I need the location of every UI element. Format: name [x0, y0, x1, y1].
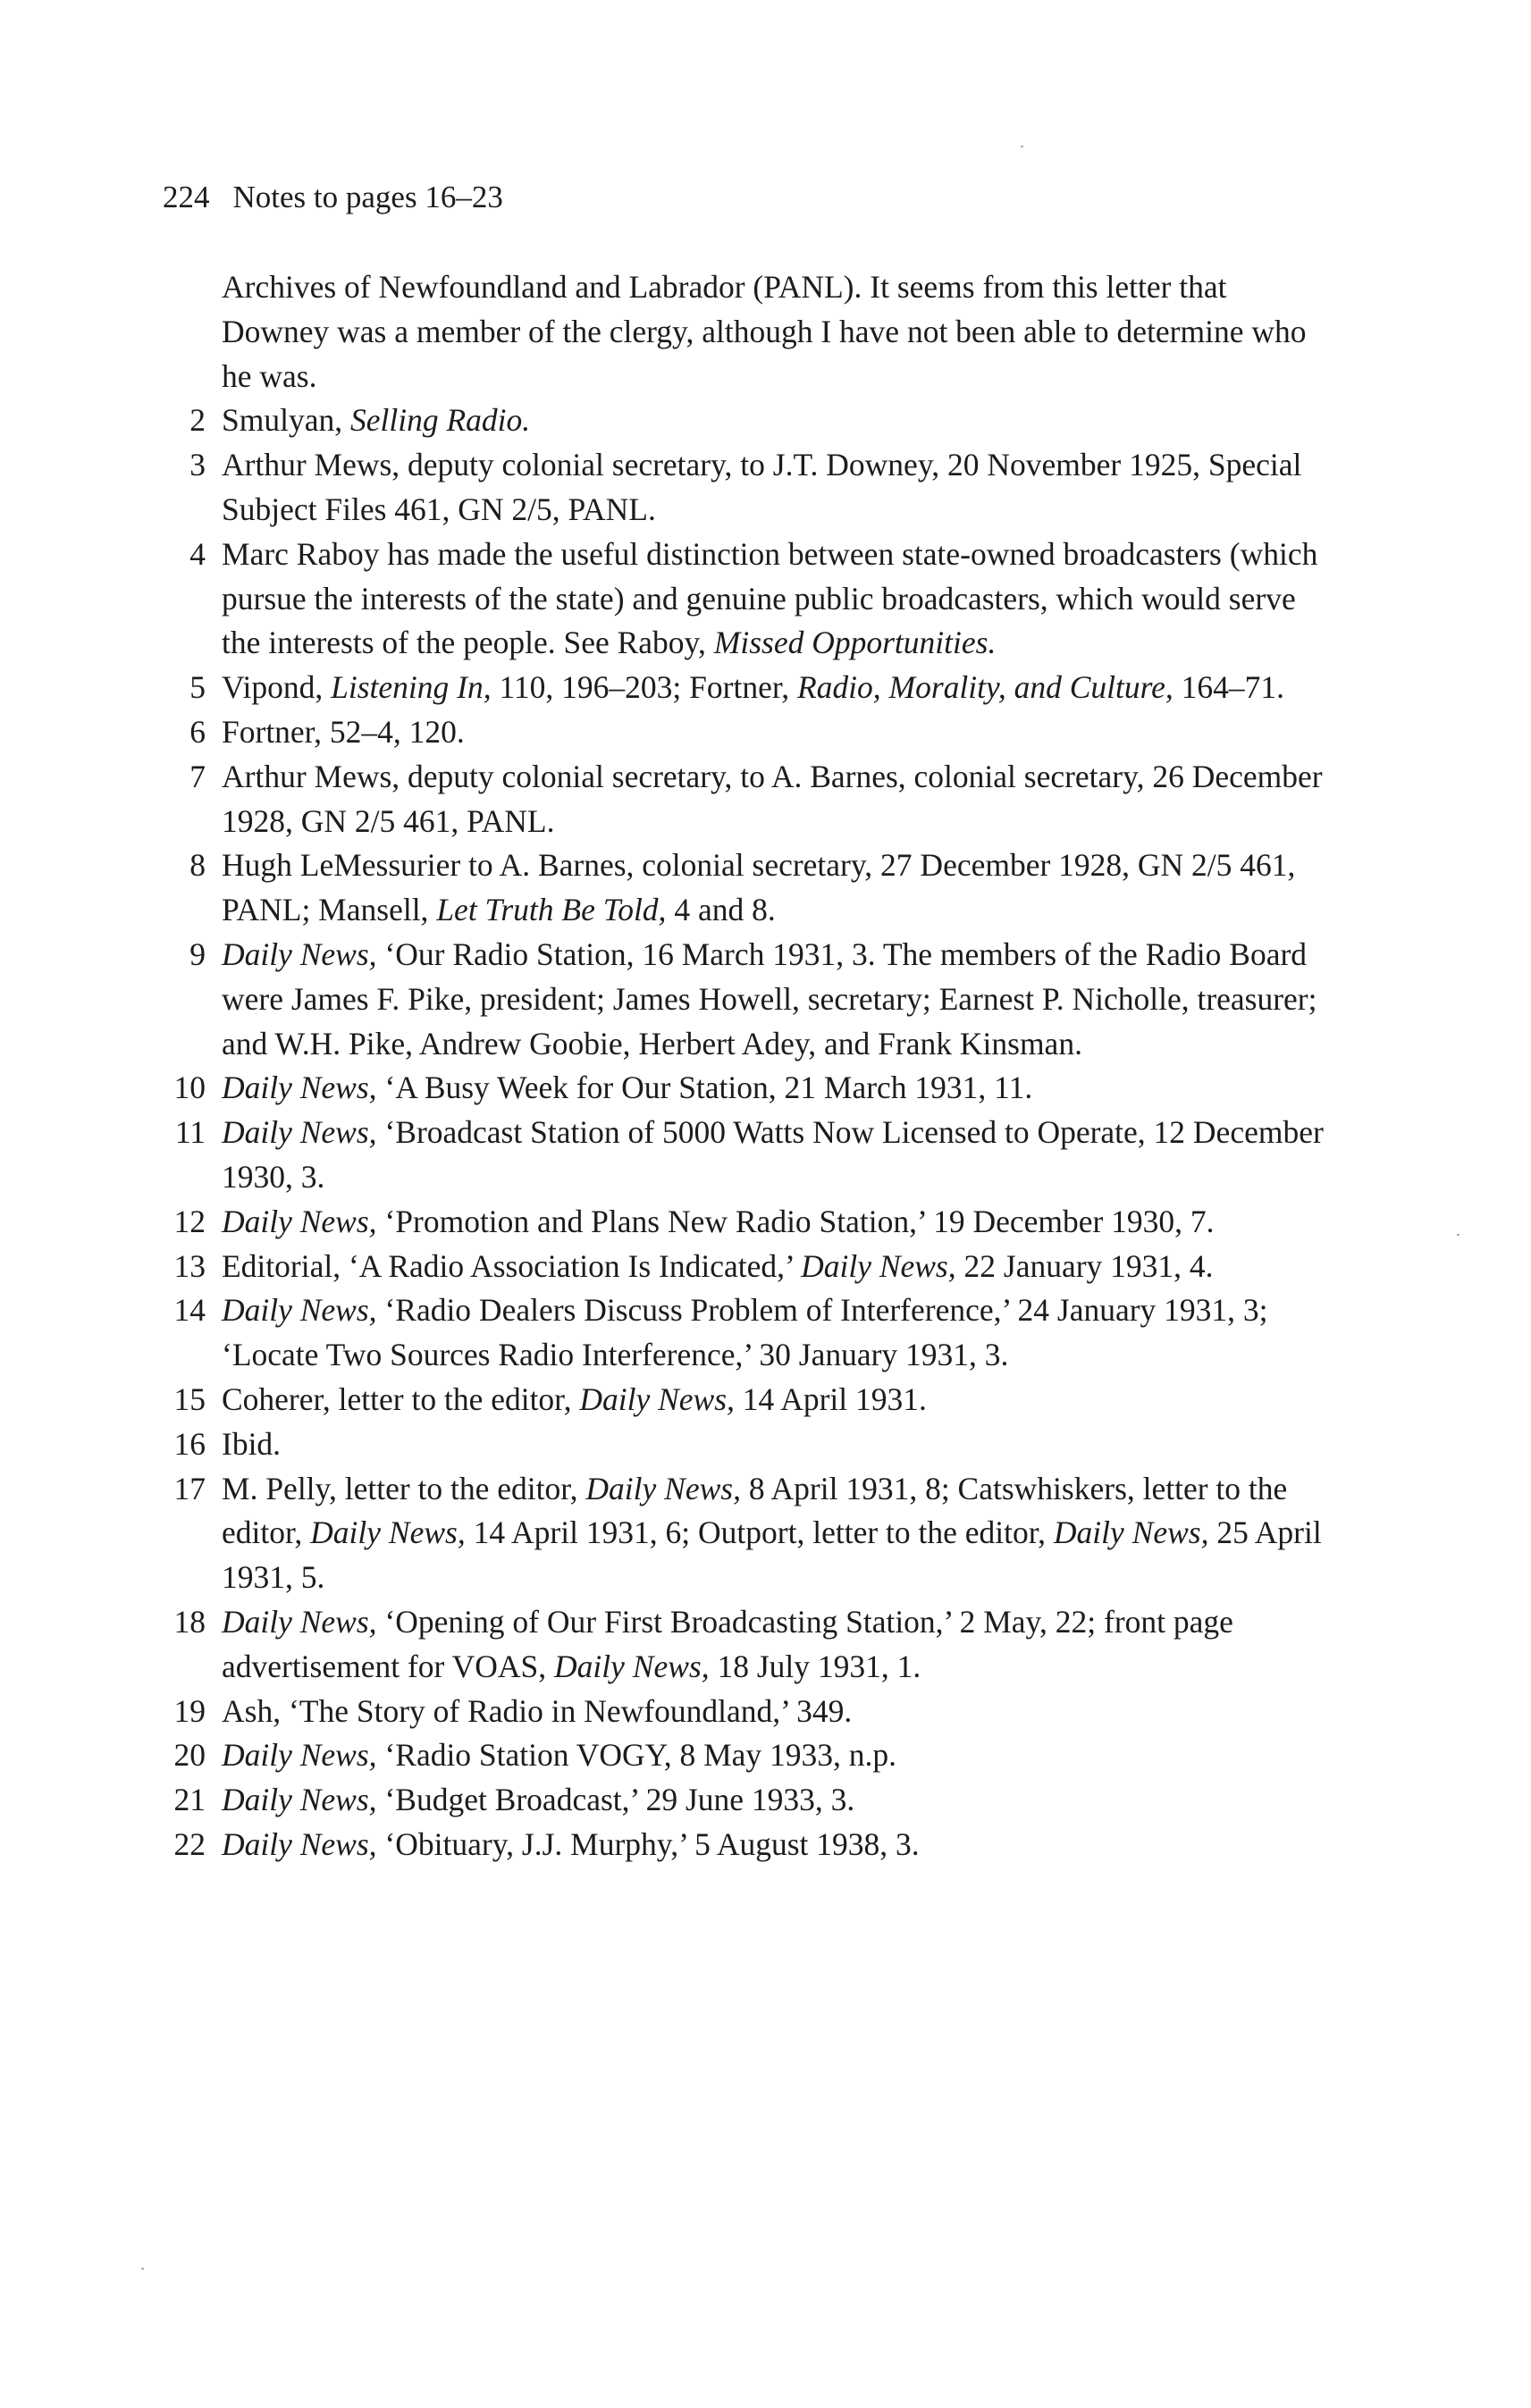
endnote-text: Ibid. — [222, 1425, 282, 1462]
endnote — [163, 1733, 1325, 1778]
endnote-number: 2 — [189, 402, 206, 439]
endnote — [163, 1467, 1325, 1600]
endnote-text: Daily News, ‘Opening of Our First Broadcasting Station,’ 2 May, 22; front page advertisement for VOAS, Daily News, 18 July 1931, 1. — [222, 1603, 1233, 1684]
scan-speck — [1021, 146, 1023, 147]
endnote-text: Daily News, ‘Radio Dealers Discuss Problem of Interference,’ 24 January 1931, 3; ‘Locate Two Sources Radio Interference,’ 30 January 1931, 3. — [222, 1292, 1268, 1373]
endnote-text: Daily News, ‘Obituary, J.J. Murphy,’ 5 August 1938, 3. — [222, 1825, 920, 1862]
endnote-number: 11 — [174, 1114, 206, 1151]
running-head-title: Notes to pages 16–23 — [232, 180, 503, 214]
endnote-text: Daily News, ‘Our Radio Station, 16 March 1931, 3. The members of the Radio Board were James F. Pike, president; James Howell, secretary; Earnest P. Nicholle, treasurer; and W.H. Pike, Andrew Goobie, Herbert Adey, and Frank Kinsman. — [222, 936, 1317, 1061]
running-head — [163, 175, 503, 220]
endnote-text: Editorial, ‘A Radio Association Is Indicated,’ Daily News, 22 January 1931, 4. — [222, 1247, 1214, 1284]
endnote-number: 16 — [173, 1425, 206, 1462]
endnote-number: 12 — [173, 1203, 206, 1239]
endnote — [163, 265, 1325, 399]
endnote-text: Hugh LeMessurier to A. Barnes, colonial secretary, 27 December 1928, GN 2/5 461, PANL; Mansell, Let Truth Be Told, 4 and 8. — [222, 847, 1296, 928]
endnote — [163, 933, 1325, 1066]
endnote-number: 8 — [189, 847, 206, 884]
endnote — [163, 1778, 1325, 1823]
endnote — [163, 399, 1325, 443]
endnote — [163, 710, 1325, 755]
endnote-text: Smulyan, Selling Radio. — [222, 402, 531, 439]
endnote-number: 19 — [173, 1692, 206, 1729]
endnote — [163, 1823, 1325, 1867]
endnote — [163, 666, 1325, 710]
endnote — [163, 755, 1325, 844]
endnote — [163, 1066, 1325, 1111]
endnote-number: 15 — [173, 1380, 206, 1417]
endnote — [163, 443, 1325, 533]
endnote-text: Archives of Newfoundland and Labrador (PANL). It seems from this letter that Downey was a member of the clergy, although I have not been able to determine who he was. — [222, 269, 1307, 394]
endnote-number: 14 — [173, 1292, 206, 1329]
endnote-text: Arthur Mews, deputy colonial secretary, to J.T. Downey, 20 November 1925, Special Subject Files 461, GN 2/5, PANL. — [222, 447, 1302, 527]
endnote — [163, 1111, 1325, 1200]
endnote-text: M. Pelly, letter to the editor, Daily News, 8 April 1931, 8; Catswhiskers, letter to the editor, Daily News, 14 April 1931, 6; Outport, letter to the editor, Daily News, 25 April 1931, 5. — [222, 1470, 1322, 1596]
endnote — [163, 843, 1325, 933]
endnote-number: 3 — [189, 447, 206, 483]
endnote-text: Fortner, 52–4, 120. — [222, 713, 465, 750]
endnote — [163, 1422, 1325, 1467]
endnote-text: Daily News, ‘Budget Broadcast,’ 29 June 1933, 3. — [222, 1782, 855, 1818]
endnote — [163, 1200, 1325, 1245]
endnote-number: 5 — [189, 669, 206, 706]
endnote — [163, 533, 1325, 666]
endnote-text: Coherer, letter to the editor, Daily News, 14 April 1931. — [222, 1380, 927, 1417]
endnote-text: Arthur Mews, deputy colonial secretary, to A. Barnes, colonial secretary, 26 December 1928, GN 2/5 461, PANL. — [222, 758, 1323, 839]
scan-speck — [1457, 1234, 1459, 1236]
endnote-text: Daily News, ‘Promotion and Plans New Radio Station,’ 19 December 1930, 7. — [222, 1203, 1215, 1239]
endnote-text: Ash, ‘The Story of Radio in Newfoundland,’ 349. — [222, 1692, 853, 1729]
endnote-text: Daily News, ‘A Busy Week for Our Station, 21 March 1931, 11. — [222, 1070, 1033, 1106]
endnote — [163, 1245, 1325, 1289]
endnote-number: 6 — [189, 713, 206, 750]
endnote — [163, 1288, 1325, 1378]
endnote-number: 9 — [189, 936, 206, 972]
endnote — [163, 1378, 1325, 1422]
endnote-number: 21 — [173, 1782, 206, 1818]
endnote-text: Daily News, ‘Radio Station VOGY, 8 May 1933, n.p. — [222, 1737, 897, 1774]
endnote-text: Vipond, Listening In, 110, 196–203; Fortner, Radio, Morality, and Culture, 164–71. — [222, 669, 1284, 706]
endnote-text: Daily News, ‘Broadcast Station of 5000 Watts Now Licensed to Operate, 12 December 1930, 3. — [222, 1114, 1324, 1195]
endnote-number: 18 — [173, 1603, 206, 1640]
endnote-text: Marc Raboy has made the useful distinction between state-owned broadcasters (which pursue the interests of the state) and genuine public broadcasters, which would serve the interests of the people. See Raboy, Missed Opportunities. — [222, 535, 1318, 661]
endnote — [163, 1600, 1325, 1690]
scan-speck — [141, 2268, 144, 2270]
endnote — [163, 1690, 1325, 1734]
page-number: 224 — [163, 180, 210, 214]
endnote-number: 20 — [173, 1737, 206, 1774]
endnote-number: 10 — [173, 1070, 206, 1106]
endnote-number: 4 — [189, 535, 206, 572]
endnote-number: 17 — [173, 1470, 206, 1506]
endnotes-list — [163, 265, 1325, 1867]
endnote-number: 22 — [173, 1825, 206, 1862]
endnote-number: 7 — [189, 758, 206, 794]
endnote-number: 13 — [173, 1247, 206, 1284]
